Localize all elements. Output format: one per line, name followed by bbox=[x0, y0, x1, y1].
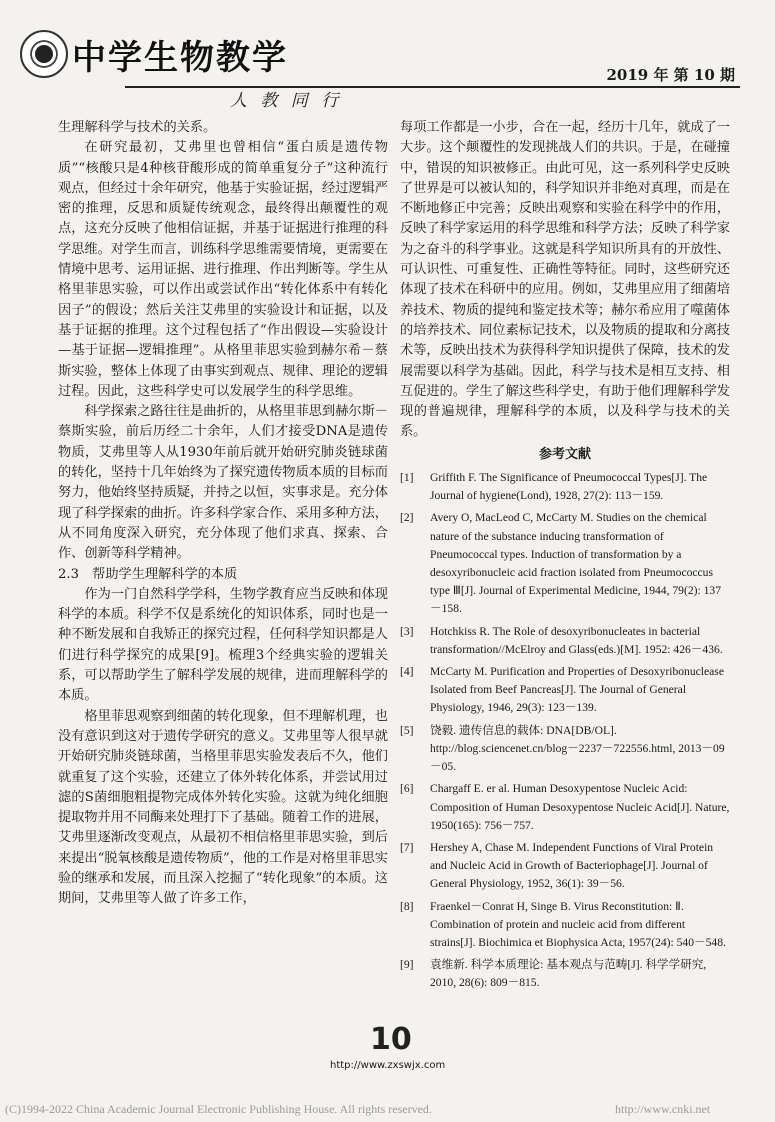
reference-text: Chargaff E. er al. Human Desoxypentose Nucleic Acid: Composition of Human Desoxypentose Nucleic Acid[J]. Nature, 1950(165): 756－757. bbox=[430, 782, 730, 832]
left-column bbox=[58, 118, 388, 910]
reference-text: Griffith F. The Significance of Pneumococcal Types[J]. The Journal of hygiene(Lond), 1928, 27(2): 113－159. bbox=[430, 471, 708, 503]
page-footer bbox=[5, 1102, 711, 1117]
journal-site-url: http://www.zxswjx.com bbox=[330, 1060, 446, 1071]
reference-number: [7] bbox=[400, 840, 414, 854]
page-number: 10 bbox=[370, 1022, 412, 1057]
header-rule bbox=[125, 86, 740, 88]
issue-label: 2019 年 第 10 期 bbox=[606, 66, 735, 84]
reference-text: Avery O, MacLeod C, McCarty M. Studies on the chemical nature of the substance inducing transformation of Pneumococcal types. Induction of transformation by a desoxyribonucleic acid fraction isolated from Pneumococcus type Ⅲ[J]. Journal of Experimental Medicine, 1944, 79(2): 137－158. bbox=[430, 511, 722, 616]
journal-seal-logo bbox=[20, 30, 68, 78]
paragraph: 每项工作都是一小步，合在一起，经历十几年，就成了一大步。这个颠覆性的发现挑战人们的共识。于是，在碰撞中，错误的知识被修正。由此可见，这一系列科学史反映了世界是可以被认知的，科学知识并非绝对真理，而是在不断地修正中完善；反映出观察和实验在科学中的作用，反映了科学家运用的科学思维和科学方法；反映了科学家为之奋斗的科学事业。这就是科学知识所具有的开放性、可认识性、可重复性、正确性等特征。同时，这些研究还体现了技术在科研中的应用。例如，艾弗里应用了细菌培养技术、物质的提纯和鉴定技术等；赫尔希应用了噬菌体的培养技术、同位素标记技术，以及物质的提取和分离技术等，反映出技术为获得科学知识提供了保障，技术的发展需要以科学为基础。因此，科学与技术是相互支持、相互促进的。学生了解这些科学史，有助于他们理解科学发现的普遍规律，理解科学的本质，以及科学与技术的关系。 bbox=[400, 120, 730, 440]
reference-text: 袁维新. 科学本质理论: 基本观点与范畴[J]. 科学学研究, 2010, 28(6): 809－815. bbox=[430, 958, 707, 990]
reference-number: [3] bbox=[400, 624, 414, 638]
references-title: 参考文献 bbox=[538, 446, 591, 462]
paragraph: 生理解科学与技术的关系。 bbox=[58, 120, 217, 135]
reference-item bbox=[400, 839, 730, 894]
journal-title: 中学生物教学 bbox=[72, 38, 288, 78]
reference-text: Hershey A, Chase M. Independent Functions of Viral Protein and Nucleic Acid in Growth of Bacteriophage[J]. Journal of General Physiology, 1952, 36(1): 39－56. bbox=[430, 840, 714, 891]
section-heading: 2.3 帮助学生理解科学的本质 bbox=[58, 566, 238, 582]
paragraph: 在研究最初，艾弗里也曾相信“蛋白质是遗传物质”“核酸只是4种核苷酸形成的简单重复分子”这种流行观点，但经过十余年研究，他基于实验证据，经过逻辑严密的推理，反思和质疑传统观念，最终得出颠覆性的观点，这充分反映了他相信证据，并基于证据进行推理的科学思维。对学生而言，训练科学思维需要情境，更需要在情境中思考、运用证据、进行推理、作出判断等。学生从格里菲思实验，可以作出或尝试作出“转化体系中有转化因子”的假设；然后关注艾弗里的实验设计和证据，以及基于证据的推理。这个过程包括了“作出假设—实验设计—基于证据—逻辑推理”。从格里菲思实验到赫尔希－蔡斯实验，整体上体现了由事实到观点、规律、理论的逻辑过程。因此，这些科学史可以发展学生的科学思维。 bbox=[58, 140, 388, 399]
reference-item bbox=[400, 898, 730, 953]
reference-text: Hotchkiss R. The Role of desoxyribonucleates in bacterial transformation//McElroy and Glass(eds.)[M]. 1952: 426－436. bbox=[430, 624, 723, 656]
journal-subtitle: 人 教 同 行 bbox=[230, 91, 343, 111]
reference-item bbox=[400, 469, 730, 505]
reference-number: [6] bbox=[400, 782, 414, 796]
paragraph: 科学探索之路往往是曲折的，从格里菲思到赫尔斯－蔡斯实验，前后历经二十余年，人们才接受DNA是遗传物质，艾弗里等人从1930年前后就开始研究肺炎链球菌的转化，坚持十几年始终为了探究遗传物质本质的目标而努力，他始终坚持质疑，并持之以恒，实事求是。充分体现了科学探索的曲折。许多科学家合作、采用多种方法，从不同角度深入研究，充分体现了他们求真、探索、合作、创新等科学精神。 bbox=[58, 404, 388, 562]
reference-number: [5] bbox=[400, 723, 414, 737]
paragraph: 作为一门自然科学学科，生物学教育应当反映和体现科学的本质。科学不仅是系统化的知识体系，同时也是一种不断发展和自我矫正的探究过程，任何科学知识都是人们进行科学探究的成果[9]。梳理3个经典实验的逻辑关系，可以帮助学生了解科学发展的规律，进而理解科学的本质。 bbox=[58, 586, 388, 704]
reference-text: McCarty M. Purification and Properties of Desoxyribonuclease Isolated from Beef Pancreas[J]. The Journal of General Physiology, 1946, 29(3): 123－139. bbox=[430, 665, 724, 715]
reference-item bbox=[400, 956, 730, 992]
reference-number: [8] bbox=[400, 899, 414, 913]
reference-text: 饶毅. 遗传信息的载体: DNA[DB/OL]. http://blog.sciencenet.cn/blog－2237－722556.html, 2013－09－05. bbox=[430, 723, 725, 774]
reference-item bbox=[400, 509, 730, 618]
reference-item bbox=[400, 722, 730, 777]
page-header bbox=[0, 0, 775, 118]
reference-text: Fraenkel－Conrat H, Singe B. Virus Reconstitution: Ⅱ. Combination of protein and nucleic acid from different strains[J]. Biochimica et Biophysica Acta, 1957(24): 540－548. bbox=[430, 899, 726, 949]
reference-number: [4] bbox=[400, 665, 414, 679]
reference-number: [2] bbox=[400, 511, 414, 525]
reference-item bbox=[400, 780, 730, 835]
reference-list bbox=[400, 469, 730, 992]
reference-number: [1] bbox=[400, 471, 414, 485]
cnki-url: http://www.cnki.net bbox=[615, 1102, 711, 1116]
right-column bbox=[400, 118, 730, 997]
copyright-text: (C)1994-2022 China Academic Journal Electronic Publishing House. All rights reserved. bbox=[5, 1102, 432, 1116]
reference-item bbox=[400, 663, 730, 718]
paragraph: 格里菲思观察到细菌的转化现象，但不理解机理，也没有意识到这对于遗传学研究的意义。艾弗里等人很早就开始研究肺炎链球菌，当格里菲思实验发表后不久，他们就重复了这个实验，还建立了体外转化体系，并尝试用过滤的S菌细胞粗提物完成体外转化实验。这就为纯化细胞提取物并用不同酶来处理打下了基础。随着工作的进展，艾弗里逐渐改变观点，从最初不相信格里菲思实验，到后来提出“脱氧核酸是遗传物质”，他的工作是对格里菲思实验的继承和发展，而且深入挖掘了“转化现象”的本质。这期间，艾弗里等人做了许多工作， bbox=[58, 708, 388, 907]
reference-number: [9] bbox=[400, 958, 414, 972]
reference-item bbox=[400, 623, 730, 659]
